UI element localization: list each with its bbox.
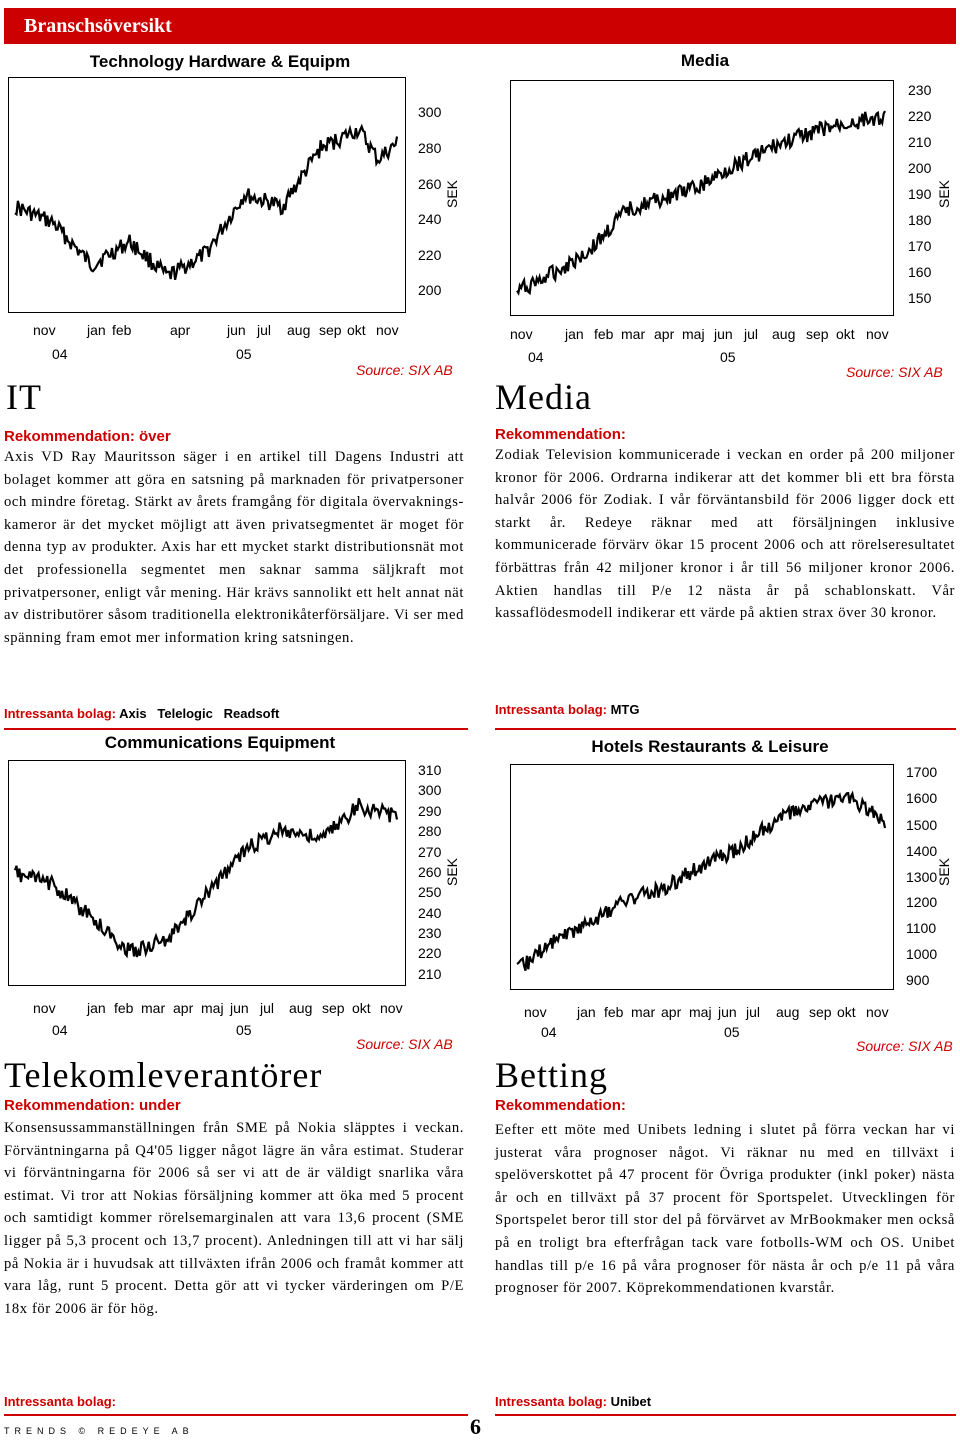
hotels-month: jan (577, 1004, 596, 1020)
media-ytick: 220 (908, 108, 932, 124)
media-month: feb (594, 326, 614, 342)
comm-month: mar (141, 1000, 166, 1016)
media-ytick: 210 (908, 134, 932, 150)
media-month: jun (714, 326, 733, 342)
hotels-month: aug (776, 1004, 800, 1020)
it-chart-title: Technology Hardware & Equipm (89, 52, 351, 71)
it-month: jul (257, 322, 272, 338)
betting-companies (495, 1394, 651, 1409)
company-link[interactable]: MTG (610, 702, 640, 717)
tele-recommendation: Rekommendation: under (4, 1097, 181, 1114)
comm-ytick: 250 (418, 884, 442, 900)
hotels-chart-frame (510, 764, 894, 990)
it-year: 04 (52, 346, 68, 362)
hotels-month: nov (866, 1004, 889, 1020)
media-month: apr (654, 326, 675, 342)
media-month: mar (621, 326, 646, 342)
divider (495, 1414, 956, 1416)
media-ytick: 160 (908, 264, 932, 280)
comm-month: sep (322, 1000, 345, 1016)
hotels-source: Source: SIX AB (856, 1038, 953, 1054)
it-ytick: 240 (418, 211, 442, 227)
comm-ytick: 220 (418, 945, 442, 961)
media-ytick: 200 (908, 160, 932, 176)
it-sector-title: IT (6, 377, 42, 417)
hotels-ytick: 1500 (906, 817, 938, 833)
page-number: 6 (470, 1414, 481, 1439)
tele-sector-title: Telekomleverantörer (4, 1055, 323, 1095)
tele-companies (4, 1394, 116, 1409)
it-month: jun (227, 322, 246, 338)
comm-month: nov (33, 1000, 56, 1016)
comm-year: 05 (236, 1022, 252, 1038)
it-source: Source: SIX AB (356, 362, 453, 378)
it-ytick: 220 (418, 247, 442, 263)
comm-source: Source: SIX AB (356, 1036, 453, 1052)
footer-brand: TRENDS © REDEYE AB (4, 1426, 194, 1436)
it-month: nov (376, 322, 399, 338)
comm-month: jun (230, 1000, 249, 1016)
comm-month: nov (380, 1000, 403, 1016)
betting-companies-label: Intressanta bolag: (495, 1394, 607, 1409)
company-link[interactable]: Telelogic (157, 706, 213, 721)
comm-ytick: 240 (418, 905, 442, 921)
hotels-ytick: 1100 (906, 920, 937, 936)
page-title: Branschsöversikt (24, 15, 172, 37)
it-body-text: Axis VD Ray Mauritsson säger i en artikel till Dagens Industri att bolaget kommer att göra en satsning på marknaden för privatpersoner och mindre företag. Stärkt av årets framgång för digitala övervaknings-kameror är det mycket möjligt att även privatsegmentet är moget för denna typ av produkter. Axis har ett mycket starkt distributionsnät mot det professionella segmentet men saknar samma säljkraft mot privatpersoner, enligt vår mening. Här krävs sannolikt ett helt annat nät av distributörer såsom traditionella elektronikåterförsäljare. Vi ser med spänning fram emot mer information kring satsningen. (4, 449, 464, 646)
hotels-ytick: 1300 (906, 869, 938, 885)
divider (4, 728, 468, 730)
betting-sector-title: Betting (495, 1055, 608, 1095)
it-month: okt (347, 322, 366, 338)
media-chart-frame (510, 80, 894, 316)
company-link[interactable]: Unibet (610, 1394, 652, 1409)
hotels-month: nov (524, 1004, 547, 1020)
comm-month: jan (87, 1000, 106, 1016)
it-unit-label: SEK (444, 179, 460, 208)
comm-ytick: 290 (418, 803, 442, 819)
media-month: nov (510, 326, 533, 342)
it-ytick: 200 (418, 282, 442, 298)
media-year: 05 (720, 349, 736, 365)
comm-month: apr (173, 1000, 194, 1016)
it-companies (4, 706, 279, 721)
betting-recommendation: Rekommendation: (495, 1097, 626, 1114)
media-month: aug (772, 326, 796, 342)
comm-month: maj (201, 1000, 224, 1016)
media-sector-title: Media (495, 377, 592, 417)
hotels-year: 05 (724, 1024, 740, 1040)
hotels-chart-line (511, 765, 893, 989)
media-recommendation: Rekommendation: (495, 426, 626, 443)
comm-chart-line (9, 761, 405, 985)
comm-ytick: 310 (418, 762, 442, 778)
comm-ytick: 280 (418, 823, 442, 839)
it-month: jan (87, 322, 106, 338)
media-chart-title: Media (680, 51, 730, 70)
comm-ytick: 210 (418, 966, 442, 982)
it-month: sep (319, 322, 342, 338)
media-ytick: 150 (908, 290, 932, 306)
media-companies-label: Intressanta bolag: (495, 702, 607, 717)
it-ytick: 300 (418, 104, 442, 120)
it-ytick: 260 (418, 176, 442, 192)
hotels-month: sep (809, 1004, 832, 1020)
it-recommendation: Rekommendation: över (4, 428, 171, 445)
comm-month: aug (289, 1000, 313, 1016)
company-link[interactable]: Readsoft (223, 706, 280, 721)
it-month: aug (287, 322, 311, 338)
it-year: 05 (236, 346, 252, 362)
hotels-ytick: 900 (906, 972, 930, 988)
media-month: sep (806, 326, 829, 342)
company-link[interactable]: Axis (119, 706, 147, 721)
media-unit-label: SEK (936, 179, 952, 208)
comm-ytick: 300 (418, 782, 442, 798)
hotels-unit-label: SEK (936, 857, 952, 886)
media-year: 04 (528, 349, 544, 365)
hotels-month: okt (837, 1004, 856, 1020)
hotels-ytick: 1400 (906, 843, 938, 859)
comm-month: okt (352, 1000, 371, 1016)
tele-body-text: Konsensussammanställningen från SME på Nokia släpptes i veckan. Förväntningarna på Q4'05 ligger något lägre än våra estimat. Studerar vi förväntningarna för 2006 så ser vi att de är väldigt snarlika våra estimat. Vi tror att Nokias försäljning kommer att öka med 5 procent och samtidigt kommer rörelsemarginalen att vara 13,6 procent (SME ligger på 5,3 procent och 13,7 procent). Anledningen till att vi har sälj på Nokia är i huvudsak att tillväxten ifrån 2006 och framåt kommer att vara låg, runt 5 procent. Detta gör att vi tycker värderingen om P/E 18x för 2006 är för hög. (4, 1120, 464, 1317)
media-ytick: 230 (908, 82, 932, 98)
comm-month: feb (114, 1000, 134, 1016)
media-month: jan (565, 326, 584, 342)
media-month: maj (682, 326, 705, 342)
hotels-year: 04 (541, 1024, 557, 1040)
comm-unit-label: SEK (444, 857, 460, 886)
it-month: feb (112, 322, 132, 338)
media-ytick: 190 (908, 186, 932, 202)
comm-ytick: 230 (418, 925, 442, 941)
hotels-ytick: 1700 (906, 764, 938, 780)
comm-chart-title: Communications Equipment (104, 733, 336, 752)
comm-year: 04 (52, 1022, 68, 1038)
hotels-month: maj (689, 1004, 712, 1020)
hotels-month: mar (631, 1004, 656, 1020)
media-month: nov (866, 326, 889, 342)
media-source: Source: SIX AB (846, 364, 943, 380)
tele-companies-label: Intressanta bolag: (4, 1394, 116, 1409)
it-chart-line (9, 78, 405, 312)
it-chart-frame (8, 77, 406, 313)
hotels-ytick: 1600 (906, 790, 938, 806)
hotels-month: jun (718, 1004, 737, 1020)
media-ytick: 180 (908, 212, 932, 228)
media-month: jul (744, 326, 759, 342)
hotels-month: jul (746, 1004, 761, 1020)
media-chart-line (511, 81, 893, 315)
media-companies (495, 702, 639, 717)
comm-ytick: 260 (418, 864, 442, 880)
comm-ytick: 270 (418, 844, 442, 860)
media-ytick: 170 (908, 238, 932, 254)
hotels-chart-title: Hotels Restaurants & Leisure (591, 737, 829, 756)
comm-chart-frame (8, 760, 406, 986)
betting-body-text: Eefter ett möte med Unibets ledning i slutet på förra veckan har vi justerat våra prognoser något. Vi räknar nu med en tillväxt i spelöverskottet på 47 procent för Övriga produkter (inkl poker) nästa år och en tillväxt på 37 procent för Sportspelet. Utvecklingen för Sportspelet beror till stor del på förvärvet av MrBookmaker men också på en troligt bra efterfrågan tack vare fotbolls-WM och OS. Unibet handlas till p/e 16 på våra prognoser för nästa år och p/e 11 på våra prognoser för 2007. Köprekommendationen kvarstår. (495, 1122, 955, 1297)
divider (495, 728, 956, 730)
it-month: apr (170, 322, 191, 338)
hotels-ytick: 1000 (906, 946, 938, 962)
divider (4, 1414, 468, 1416)
media-month: okt (836, 326, 855, 342)
comm-month: jul (260, 1000, 275, 1016)
media-body-text: Zodiak Television kommunicerade i veckan en order på 200 miljoner kronor för 2006. Ordrarna indikerar att det kommer bli ett bra första halvår 2006 för Zodiak. I vår förväntansbild för 2006 ligger dock ett starkt år. Redeye räknar med att försäljningen inklusive kommunicerade förvärv ökar 15 procent 2006 och att rörelseresultatet förbättras från 42 miljoner kronor i år till 56 miljoner kronor 2006. Aktien handlas till P/e 12 nästa år på schablonskatt. Vår kassaflödesmodell indikerar ett värde på aktien strax över 30 kronor. (495, 447, 955, 622)
hotels-ytick: 1200 (906, 894, 938, 910)
it-ytick: 280 (418, 140, 442, 156)
it-month: nov (33, 322, 56, 338)
hotels-month: apr (661, 1004, 682, 1020)
hotels-month: feb (604, 1004, 624, 1020)
it-companies-label: Intressanta bolag: (4, 706, 116, 721)
